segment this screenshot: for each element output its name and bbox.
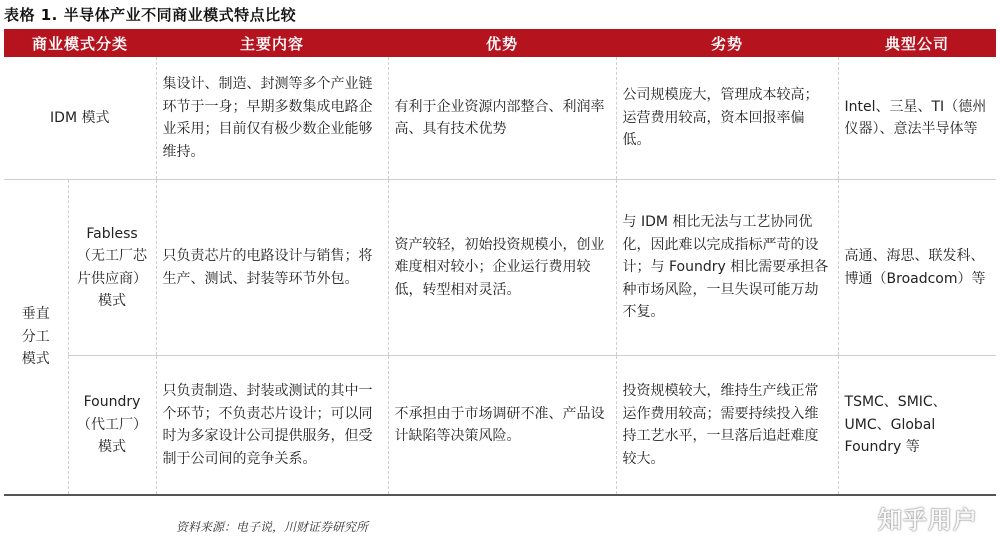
fabless-advantage: 资产较轻，初始投资规模小，创业难度相对较小；企业运行费用较低，转型相对灵活。 [388, 180, 616, 356]
foundry-companies: TSMC、SMIC、UMC、Global Foundry 等 [838, 356, 996, 496]
fabless-label-en: Fabless [86, 225, 138, 242]
idm-disadvantage: 公司规模庞大，管理成本较高；运营费用较高，资本回报率偏低。 [616, 57, 838, 180]
foundry-advantage: 不承担由于市场调研不准、产品设计缺陷等决策风险。 [388, 356, 616, 496]
foundry-disadvantage: 投资规模较大，维持生产线正常运作费用较高；需要持续投入维持工艺水平，一旦落后追赶难度较大。 [616, 356, 838, 496]
vertical-label-line: 分工 [21, 328, 50, 345]
vertical-label-line: 模式 [21, 351, 50, 368]
vertical-label-line: 垂直 [21, 306, 50, 323]
vertical-division-label [4, 180, 68, 496]
source-note: 资料来源：电子说，川财证券研究所 [176, 520, 369, 534]
table-row-idm [4, 57, 996, 180]
fabless-label-zh: （无工厂芯片供应商）模式 [77, 248, 147, 309]
foundry-label [68, 356, 156, 496]
fabless-content: 只负责芯片的电路设计与销售；将生产、测试、封装等环节外包。 [156, 180, 388, 356]
idm-label: IDM 模式 [4, 57, 156, 180]
idm-content: 集设计、制造、封测等多个产业链环节于一身；早期多数集成电路企业采用；目前仅有极少数企业能够维持。 [156, 57, 388, 180]
idm-companies: Intel、三星、TI（德州仪器）、意法半导体等 [838, 57, 996, 180]
foundry-content: 只负责制造、封装或测试的其中一个环节；不负责芯片设计；可以同时为多家设计公司提供服务，但受制于公司间的竞争关系。 [156, 356, 388, 496]
foundry-label-zh: （代工厂）模式 [77, 416, 147, 456]
table-row-foundry [4, 356, 996, 496]
table-title: 表格 1. 半导体产业不同商业模式特点比较 [4, 6, 297, 24]
comparison-table [4, 29, 996, 496]
fabless-label [68, 180, 156, 356]
fabless-disadvantage: 与 IDM 相比无法与工艺协同优化，因此难以完成指标严苛的设计；与 Foundry 相比需要承担各种市场风险，一旦失误可能万劫不复。 [616, 180, 838, 356]
idm-advantage: 有利于企业资源内部整合、利润率高、具有技术优势 [388, 57, 616, 180]
watermark: 知乎用户 [878, 506, 978, 534]
foundry-label-en: Foundry [83, 394, 141, 411]
header-typical-companies: 典型公司 [838, 29, 996, 57]
header-disadvantages: 劣势 [616, 29, 838, 57]
header-model-category: 商业模式分类 [4, 29, 156, 57]
header-main-content: 主要内容 [156, 29, 388, 57]
fabless-companies: 高通、海思、联发科、博通（Broadcom）等 [838, 180, 996, 356]
table-row-fabless [4, 180, 996, 356]
header-row [4, 29, 996, 57]
header-advantages: 优势 [388, 29, 616, 57]
